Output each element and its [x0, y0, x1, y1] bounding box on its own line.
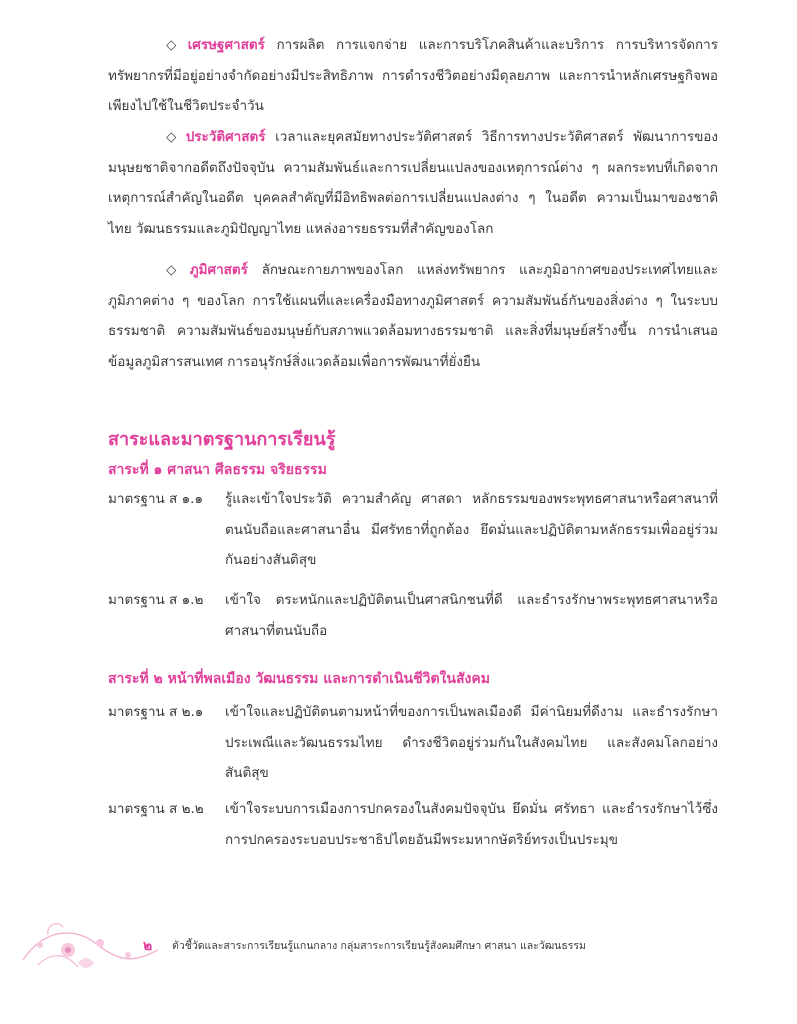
standard-label: มาตรฐาน ส ๑.๑: [108, 491, 204, 507]
page-footer: [0, 905, 797, 985]
page-number: ๒: [143, 938, 153, 954]
standard-label: มาตรฐาน ส ๒.๒: [108, 801, 204, 817]
standard-label: มาตรฐาน ส ๑.๒: [108, 592, 204, 608]
standard-label: มาตรฐาน ส ๒.๑: [108, 704, 204, 720]
term-economics: เศรษฐศาสตร์: [187, 37, 265, 53]
paragraph-economics: [108, 30, 718, 122]
paragraph-geography: [108, 255, 718, 377]
standard-text: เข้าใจระบบการเมืองการปกครองในสังคมปัจจุบัน ยึดมั่น ศรัทธา และธำรงรักษาไว้ซึ่งการปกครองระบอบประชาธิปไตยอันมีพระมหากษัตริย์ทรงเป็นประมุข: [225, 801, 718, 848]
diamond-bullet-icon: ◇: [166, 37, 184, 53]
standard-text: เข้าใจและปฏิบัติตนตามหน้าที่ของการเป็นพลเมืองดี มีค่านิยมที่ดีงาม และธำรงรักษาประเพณีและวัฒนธรรมไทย ดำรงชีวิตอยู่ร่วมกันในสังคมไทย และสังคมโลกอย่างสันติสุข: [225, 704, 718, 782]
standard-text: เข้าใจ ตระหนักและปฏิบัติตนเป็นศาสนิกชนที่ดี และธำรงรักษาพระพุทธศาสนาหรือศาสนาที่ตนนับถือ: [225, 592, 718, 639]
strand-2-title: สาระที่ ๒ หน้าที่พลเมือง วัฒนธรรม และการดำเนินชีวิตในสังคม: [108, 671, 490, 687]
term-history: ประวัติศาสตร์: [185, 129, 266, 145]
term-geography: ภูมิศาสตร์: [189, 262, 248, 278]
geography-description: ลักษณะกายภาพของโลก แหล่งทรัพยากร และภูมิอากาศของประเทศไทยและภูมิภาคต่าง ๆ ของโลก การใช้แผนที่และเครื่องมือทางภูมิศาสตร์ ความสัมพันธ์กันของสิ่งต่าง ๆ ในระบบธรรมชาติ ความสัมพันธ์ของมนุษย์กับสภาพแวดล้อมทางธรรมชาติ และสิ่งที่มนุษย์สร้างขึ้น การนำเสนอข้อมูลภูมิสารสนเทศ การอนุรักษ์สิ่งแวดล้อมเพื่อการพัฒนาที่ยั่งยืน: [108, 262, 718, 370]
diamond-bullet-icon: ◇: [166, 129, 182, 145]
strand-1-title: สาระที่ ๑ ศาสนา ศีลธรรม จริยธรรม: [108, 462, 327, 478]
paragraph-history: [108, 122, 718, 244]
standard-text: รู้และเข้าใจประวัติ ความสำคัญ ศาสดา หลักธรรมของพระพุทธศาสนาหรือศาสนาที่ตนนับถือและศาสนาอื่น มีศรัทธาที่ถูกต้อง ยึดมั่นและปฏิบัติตามหลักธรรมเพื่ออยู่ร่วมกันอย่างสันติสุข: [225, 491, 718, 569]
economics-description: การผลิต การแจกจ่าย และการบริโภคสินค้าและบริการ การบริหารจัดการทรัพยากรที่มีอยู่อย่างจำกัดอย่างมีประสิทธิภาพ การดำรงชีวิตอย่างมีดุลยภาพ และการนำหลักเศรษฐกิจพอเพียงไปใช้ในชีวิตประจำวัน: [108, 37, 718, 115]
history-description: เวลาและยุคสมัยทางประวัติศาสตร์ วิธีการทางประวัติศาสตร์ พัฒนาการของมนุษยชาติจากอดีตถึงปัจจุบัน ความสัมพันธ์และการเปลี่ยนแปลงของเหตุการณ์ต่าง ๆ ผลกระทบที่เกิดจากเหตุการณ์สำคัญในอดีต บุคคลสำคัญที่มีอิทธิพลต่อการเปลี่ยนแปลงต่าง ๆ ในอดีต ความเป็นมาของชาติไทย วัฒนธรรมและภูมิปัญญาไทย แหล่งอารยธรรมที่สำคัญของโลก: [108, 129, 718, 237]
section-title: สาระและมาตรฐานการเรียนรู้: [108, 429, 336, 450]
diamond-bullet-icon: ◇: [166, 262, 186, 278]
footer-title: ตัวชี้วัดและสาระการเรียนรู้แกนกลาง กลุ่มสาระการเรียนรู้สังคมศึกษา ศาสนา และวัฒนธรรม: [172, 940, 586, 952]
